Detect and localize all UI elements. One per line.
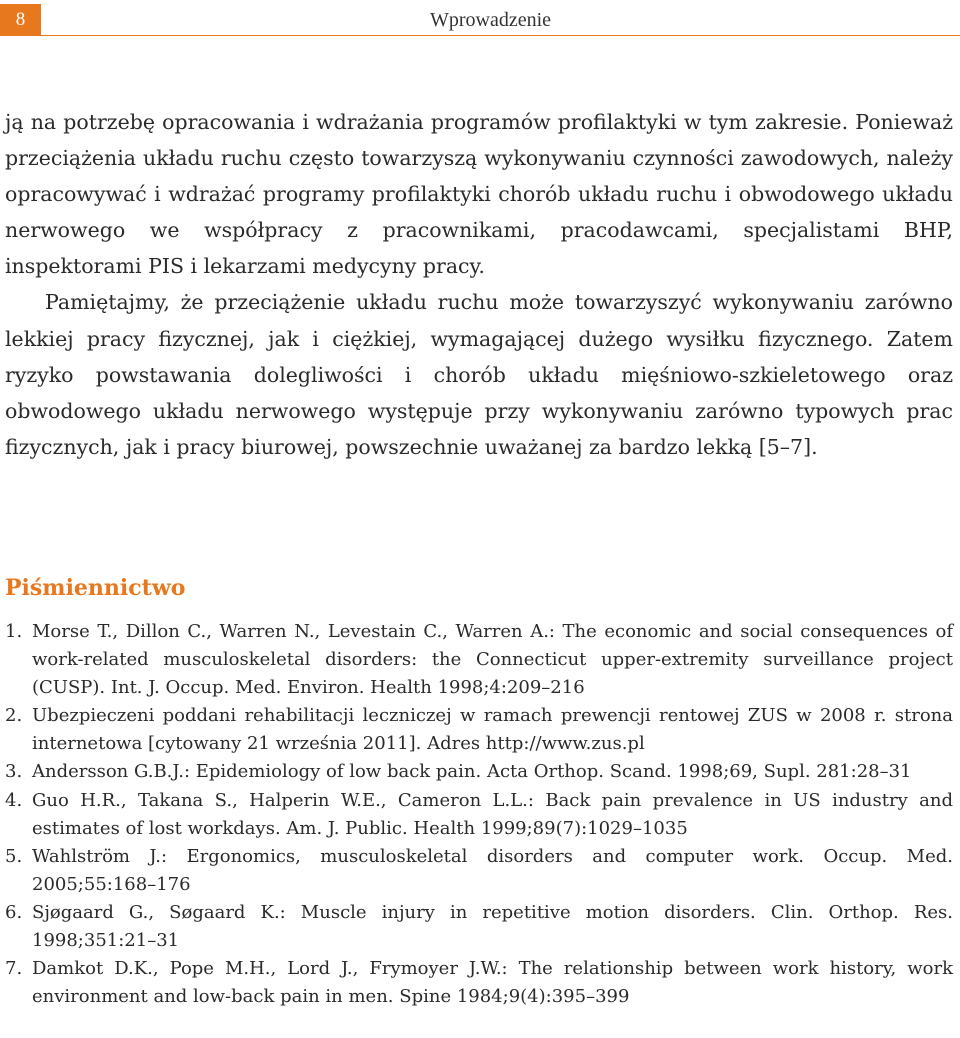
body-text bbox=[5, 104, 953, 465]
reference-number: 2. bbox=[5, 705, 23, 727]
paragraph: Pamiętajmy, że przeciążenie układu ruchu może towarzyszyć wykonywaniu zarówno lekkiej pracy fizycznej, jak i ciężkiej, wymagającej dużego wysiłku fizycznego. Zatem ryzyko powstawania dolegliwości i chorób układu mięśniowo-szkieletowego oraz obwodowego układu nerwowego występuje przy wykonywaniu zarówno typowych prac fizycznych, jak i pracy biurowej, powszechnie uważanej za bardzo lekką [5–7]. bbox=[5, 290, 953, 459]
reference-number: 3. bbox=[5, 761, 23, 783]
reference-number: 6. bbox=[5, 901, 23, 923]
reference-number: 5. bbox=[5, 845, 23, 867]
reference-number: 1. bbox=[5, 621, 23, 642]
reference-text: Sjøgaard G., Søgaard K.: Muscle injury in repetitive motion disorders. Clin. Orthop. Res. 1998;351:21–31 bbox=[32, 901, 953, 952]
reference-text: Ubezpieczeni poddani rehabilitacji leczniczej w ramach prewencji rentowej ZUS w 2008 r. strona internetowa [cytowany 21 września 2011]. Adres http://www.zus.pl bbox=[32, 705, 953, 755]
reference-item bbox=[5, 787, 953, 843]
reference-text: Wahlström J.: Ergonomics, musculoskeletal disorders and computer work. Occup. Med. 2005;55:168–176 bbox=[32, 845, 953, 895]
reference-item bbox=[5, 618, 953, 702]
references-list bbox=[5, 618, 953, 1011]
reference-number: 7. bbox=[5, 958, 23, 980]
page-header bbox=[0, 0, 960, 40]
page-number: 8 bbox=[0, 4, 41, 36]
running-head: Wprowadzenie bbox=[430, 9, 552, 31]
references-title: Piśmiennictwo bbox=[5, 575, 186, 601]
paragraph: ją na potrzebę opracowania i wdrażania programów profilaktyki w tym zakresie. Ponieważ przeciążenia układu ruchu często towarzyszą wykonywaniu czynności zawodowych, należy opracowywać i wdrażać programy profilaktyki chorób układu ruchu i obwodowego układu nerwowego we współpracy z pracownikami, pracodawcami, specjalistami BHP, inspektorami PIS i lekarzami medycyny pracy. bbox=[5, 110, 953, 279]
reference-text: Guo H.R., Takana S., Halperin W.E., Cameron L.L.: Back pain prevalence in US industry and estimates of lost workdays. Am. J. Public. Health 1999;89(7):1029–1035 bbox=[32, 789, 953, 839]
reference-item bbox=[5, 899, 953, 955]
reference-item bbox=[5, 702, 953, 758]
reference-number: 4. bbox=[5, 789, 23, 811]
reference-item bbox=[5, 955, 953, 1011]
reference-text: Morse T., Dillon C., Warren N., Levestain C., Warren A.: The economic and social consequences of work-related musculoskeletal disorders: the Connecticut upper-extremity surveillance project (CUSP). Int. J. Occup. Med. Environ. Health 1998;4:209–216 bbox=[32, 621, 953, 699]
reference-text: Andersson G.B.J.: Epidemiology of low back pain. Acta Orthop. Scand. 1998;69, Supl. 281:28–31 bbox=[32, 761, 912, 783]
reference-item bbox=[5, 843, 953, 899]
reference-item bbox=[5, 758, 953, 786]
header-rule bbox=[41, 35, 960, 36]
reference-text: Damkot D.K., Pope M.H., Lord J., Frymoyer J.W.: The relationship between work history, work environment and low-back pain in men. Spine 1984;9(4):395–399 bbox=[32, 958, 953, 1008]
